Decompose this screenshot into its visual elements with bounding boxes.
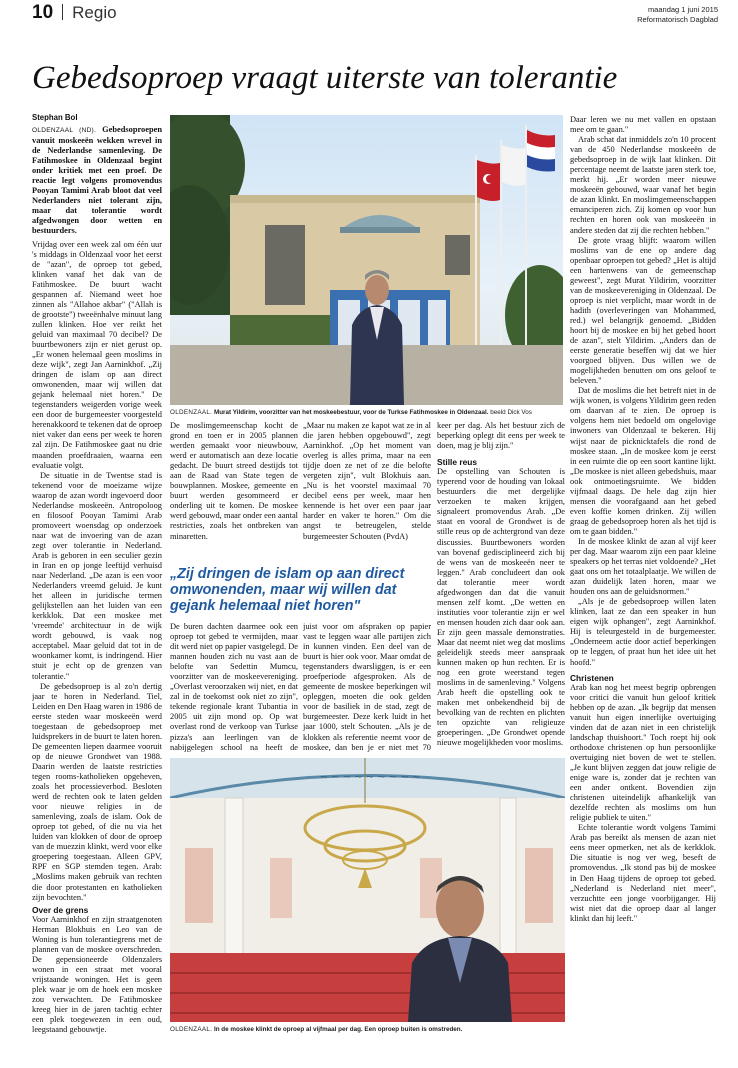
body-paragraph: „Maar nu maken ze kapot wat ze in al die jaren hebben opgebouwd", zegt Aarninkhof. „Op het moment van overleg is alles prima, maar na een tijdje doen ze net of ze die belofte vergeten zijn", vult Blokhuis aan. „Nu is het voorstel maximaal 70 decibel eens per week, maar hen kennende is het over een paar jaar harder en vaker te horen." Om die angst te betreugelen, stelde burgemeester Schouten (PvdA) [303, 421, 431, 541]
column-1 [32, 125, 162, 1059]
body-paragraph: De gebedsoproep is al zo'n dertig jaar te horen in Nederland. Tiel, Leiden en Den Haag waren in 1986 de eerste steden waar moskeeën werd toegestaan de gebedsoproep met luidsprekers in de buurt te laten horen. De gemeenten liepen daarmee vooruit op de nieuwe Grondwet van 1988. Daarin werden de laatste restricties tegen rooms-katholieken opgeheven, zoals het processieverbod. Besloten werd de rechten ook te laten gelden voor nieuwe religies in de samenleving, zoals de islam. Ook de oproep tot gebed, of die nu via het luiden van klokken of door de oproep van de muezzin klinkt, werd voor elke groepering toegestaan. Alleen GPV, RPF en SGP stemden tegen. Arab: „Moslims maken gebruik van rechten die door protestanten en katholieken zijn bevochten." [32, 681, 162, 902]
header-divider [62, 4, 63, 20]
pull-quote: „Zij dringen de islam op aan direct omwonenden, maar wij willen dat gejank helemaal niet horen" [170, 566, 405, 614]
column-4 [437, 421, 565, 754]
subheading: Over de grens [32, 904, 89, 915]
page-number: 10 [32, 2, 54, 23]
photo1-caption [170, 409, 563, 417]
caption-place: OLDENZAAL. [170, 1026, 213, 1033]
caption-place: OLDENZAAL. [170, 409, 213, 416]
lead-text: Gebedsoproepen vanuit moskeeën wekken wrevel in de Nederlandse samenleving. De Fatihmoskee in Oldenzaal begint onder kritiek met een proef. De reactie legt volgens promovendus Pooyan Tamimi Arab bloot dat veel Nederlanders niet tolerant zijn, maar dat tolerantie wordt afgedwongen door wetten en bestuurders. [32, 125, 162, 236]
body-paragraph: De grote vraag blijft: waarom willen moslims van de ene op andere dag openbaar oproepen tot gebed? „Het is altijd een hartenwens van de gemeenschap geweest", zegt Murat Yildirim, voorzitter van de moskeevereniging in Oldenzaal. De oproep is niet verplicht, maar wordt in de hadith (overleveringen van Mohammed, red.) wel belangrijk genoemd. „Bidden hoort bij de moskee en bij het gebed hoort de azan", stelt Yildirim. „Anders dan de eerste generatie beseffen wij dat we hier voorgoed blijven. Dus willen we de mogelijkheden benutten om ons geloof te beleven." [570, 235, 716, 386]
column-2-top [170, 421, 298, 541]
header-meta [637, 5, 718, 25]
body-paragraph: Arab kan nog het meest begrip opbrengen voor critici die vanuit hun geloof kritiek hebben op de azan. „Ik begrijp dat mensen vanuit hun eigen innerlijke overtuiging vinden dat de azan niet in een christelijk landschap thuishoort." Toch roept hij ook orthodoxe christenen op hun persoonlijke overtuiging niet boven de wet te stellen. „Je kunt blijven zeggen dat jouw religie de enige ware is, zonder dat je rechten van een ander ontkent. Bovendien zijn christenen uiteindelijk afhankelijk van dezelfde rechten als moslims om hun religie publiek te uiten." [570, 682, 716, 823]
photo2-caption [170, 1026, 565, 1034]
body-paragraph: De buren dachten daarmee ook een oproep tot gebed te vermijden, maar dit werd niet op papier vastgelegd. De mannen houden zich nu vast aan de belofte van Sedettin Mumcu, voorzitter van de moskeevereniging. „Overlast veroorzaken wij niet, en dat zal in de toekomst ook niet zo zijn", tekende regionale krant Tubantia in 2005 uit zijn mond op. Op wat overlast rond de verkoop van Turkse pizza's aan leerlingen van de nabijgelegen school na heeft de [170, 622, 298, 752]
caption-text: Murat Yildirim, voorzitter van het moskeebestuur, voor de Turkse Fatihmoskee in Oldenzaal. [213, 409, 489, 416]
column-2-bottom [170, 622, 298, 752]
mosque-interior-illustration [170, 758, 565, 1022]
photo-mosque-interior [170, 758, 565, 1022]
page-header [32, 2, 117, 24]
body-paragraph: Echte tolerantie wordt volgens Tamimi Arab pas bereikt als mensen de azan niet eens meer opmerken, net als de kerkklok. Die situatie is nog ver weg, beseft de promovendus. „Ik stond pas bij de moskee in Den Haag tijdens de oproep tot gebed. „Nederland is Nederland niet meer", verzuchtte een jonge voorbijganger. Hij wist niet dat die oproep daar al langer klinkt dan hij leeft." [570, 823, 716, 923]
body-paragraph: De opstelling van Schouten is typerend voor de houding van lokaal bestuurders die met dergelijke verzoeken te maken krijgen, signaleert promovendus Arab. „De staat en vooral de Grondwet is de stille reus op de achtergrond van deze discussies. Buurtbewoners worden van bovenaf gedisciplineerd zich bij de wens van de moskeeën neer te leggen." Arab concludeert dan ook dat tolerantie meer wordt afgedwongen dan dat die vanuit mensen zelf komt. „De wetten en instituties voor tolerantie zijn er wel en mensen houden zich daar ook aan. Er zijn geen massale demonstraties. Maar dat neemt niet weg dat moslims geleidelijk steeds meer aanspraak kunnen maken op hun rechten. Er is nog een grote weerstand tegen moslims in de samenleving." Volgens Arab heeft die opstelling ook te maken met onbekendheid bij de bevolking van de rechten en plichten ten opzichte van religieuze groeperingen. „De Grondwet opende nieuwe mogelijkheden voor moslims. [437, 467, 565, 748]
svg-text:~ ~ ~ ~ ~ ~ ~ ~ ~: ~ ~ ~ ~ ~ ~ ~ ~ ~ [319, 772, 421, 783]
byline: Stephan Bol [32, 113, 78, 122]
body-paragraph: Voor Aarninkhof en zijn straatgenoten Herman Blokhuis en Leo van de Woning is hun tolerantiegrens met de plannen van de moskee overschreden. De gepensioneerde Oldenzalers wonen in een straat met vooral vrijstaande woningen. Het is geen plek waar je om de hoek een moskee zou verwachten. De Fatihmoskee kreeg hier in de jaren tachtig echter een plek toegewezen in een oud, leegstaand gebouwtje. [32, 914, 162, 1035]
body-paragraph: juist voor om afspraken op papier vast te leggen waar alle partijen zich in kunnen vinden. Een deel van de buurt is hier ook voor. Maar omdat de tegenstanders dwarsliggen, is er een proefperiode afgesproken. Als de gemeente de moskee beperkingen wil opleggen, moeten die ook gelden voor de basiliek in de stad, zegt de burgemeester. Deze kerk luidt in het jaar 1000, stelt Schouten. „Als je de klokken als referentie neemt voor de moskee, dan ben je er niet met 70 [303, 622, 431, 752]
issue-date: maandag 1 juni 2015 [647, 5, 718, 14]
column-5 [570, 115, 716, 1059]
paper-name: Reformatorisch Dagblad [637, 15, 718, 24]
body-paragraph: „Als je de gebedsoproep willen laten klinken, laat ze dan een speaker in hun eigen wijk ophangen", zegt Aarninkhof. Hij is teleurgesteld in de burgemeester. „Onderneem actie door actief beperkingen op te leggen, of praat hun het idee uit het hoofd." [570, 597, 716, 667]
column-3-bottom [303, 622, 431, 752]
body-paragraph: De situatie in de Twentse stad is tekenend voor de moeizame wijze waarop de azan wordt ingevoerd door Nederlandse moskeeën. Antropoloog en filosoof Pooyan Tamimi Arab promoveert woensdag op onderzoek naar wat de invoering van de azan zegt over tolerantie in Nederland. Arab is geboren in een seculier gezin in Iran en op jonge leeftijd verhuisd naar Nederland. „De azan is een voor Nederlanders vreemd geluid. Je kunt het alleen in juridische termen gelijkstellen aan het luiden van een kerkklok. Dat een moskee met 'vreemde' architectuur in de wijk wordt gebouwd, is vaak nog acceptabel. Maar geluid dat tot in de woonkamer komt, is indringend. Hier stuit je echt op de grenzen van tolerantie." [32, 470, 162, 681]
body-paragraph: De moslimgemeenschap kocht de grond en toen er in 2005 plannen werden gemaakt voor nieuwbouw, werd er automatisch aan deze locatie gedacht. De buurt streed destijds tot aan de Raad van State tegen de bouwplannen. Moskee, gemeente en buurt werden gesommeerd er onderling uit te komen. De moskee werd gebouwd, maar onder een aantal restricties, zoals het ontbreken van minaretten. [170, 421, 298, 541]
lead-dateline: OLDENZAAL (ND). [32, 127, 97, 134]
headline: Gebedsoproep vraagt uiterste van tolerantie [32, 60, 618, 96]
column-3-top [303, 421, 431, 541]
subheading: Stille reus [437, 457, 478, 468]
body-paragraph: Daar leren we nu met vallen en opstaan mee om te gaan." [570, 115, 716, 135]
body-paragraph: Dat de moslims die het betreft niet in de wijk wonen, is volgens Yildirim geen reden om daarvan af te zien. De oproep is volgens hem niet bedoeld om ongelovige inwoners van Oldenzaal te bekeren. Hij wijst naar de picknicktafels die rond de moskee staan. „In de moskee kom je eerst in een ruimte die op een soort kantine lijkt. „De moskee is niet alleen gebedshuis, maar ook ontmoetingsruimte. We bidden vijfmaal daags. De hele dag zijn hier mensen die voorafgaand aan het gebed even koffie komen drinken. Zij willen graag de gebedsoproep horen als het tijd is om te gaan bidden." [570, 386, 716, 536]
body-paragraph: In de moskee klinkt de azan al vijf keer per dag. Maar waarom zijn een paar kleine speakers op het terras niet voldoende? „Het gaat ons om het totaalplaatje. We willen de azan duidelijk laten horen, maar we houden ons aan de geluidsnormen." [570, 536, 716, 597]
caption-text: In de moskee klinkt de oproep al vijfmaal per dag. Een oproep buiten is omstreden. [213, 1026, 463, 1033]
caption-credit: beeld Dick Vos [490, 409, 532, 416]
photo-mosque-exterior [170, 115, 563, 405]
lead-paragraph [32, 125, 162, 237]
subheading: Christenen [570, 672, 614, 683]
mosque-exterior-illustration [170, 115, 563, 405]
body-paragraph: Vrijdag over een week zal om één uur 's middags in Oldenzaal voor het eerst de "azan", de oproep tot gebed, klinken vanaf het dak van de Fatihmoskee. De buurt wacht gespannen af. Niemand weet hoe zinnen als "Allahoe akbar" ("Allah is de grootste") tweeënhalve minuut lang zullen klinken. Hoe ver reikt het geluid van maximaal 70 decibel? De buurtbewoners zijn er niet gerust op. „Er wonen helemaal geen moslims in deze wijk", zegt Jan Aarninkhof. „Zij dringen de islam op aan direct omwonenden, maar wij willen dat gejank helemaal niet horen." De tegenstanders weigerden vorige week een door de burgemeester voorgesteld herenakkoord te tekenen dat de oproep niet vaker dan eens per week te horen zal zijn. De Fatihmoskee gaat nu drie maanden proefdraaien, waarna een evaluatie volgt. [32, 239, 162, 470]
section-name: Regio [72, 3, 117, 22]
body-paragraph: Arab schat dat inmiddels zo'n 10 procent van de 450 Nederlandse moskeeën de gebedsoproep in de wijk laat klinken. Dit percentage neemt de laatste jaren sterk toe, merkt hij. „Er worden meer nieuwe moskeeën gebouwd, waar vanaf het begin de azan klinkt. En moslimgemeenschappen emanciperen zich. Zij komen op voor hun rechten en horen ook van moskeeën in andere steden dat zij die rechten hebben." [570, 135, 716, 235]
body-paragraph: keer per dag. Als het bestuur zich de beperking oplegt dit eens per week te doen, mag je blij zijn." [437, 421, 565, 451]
